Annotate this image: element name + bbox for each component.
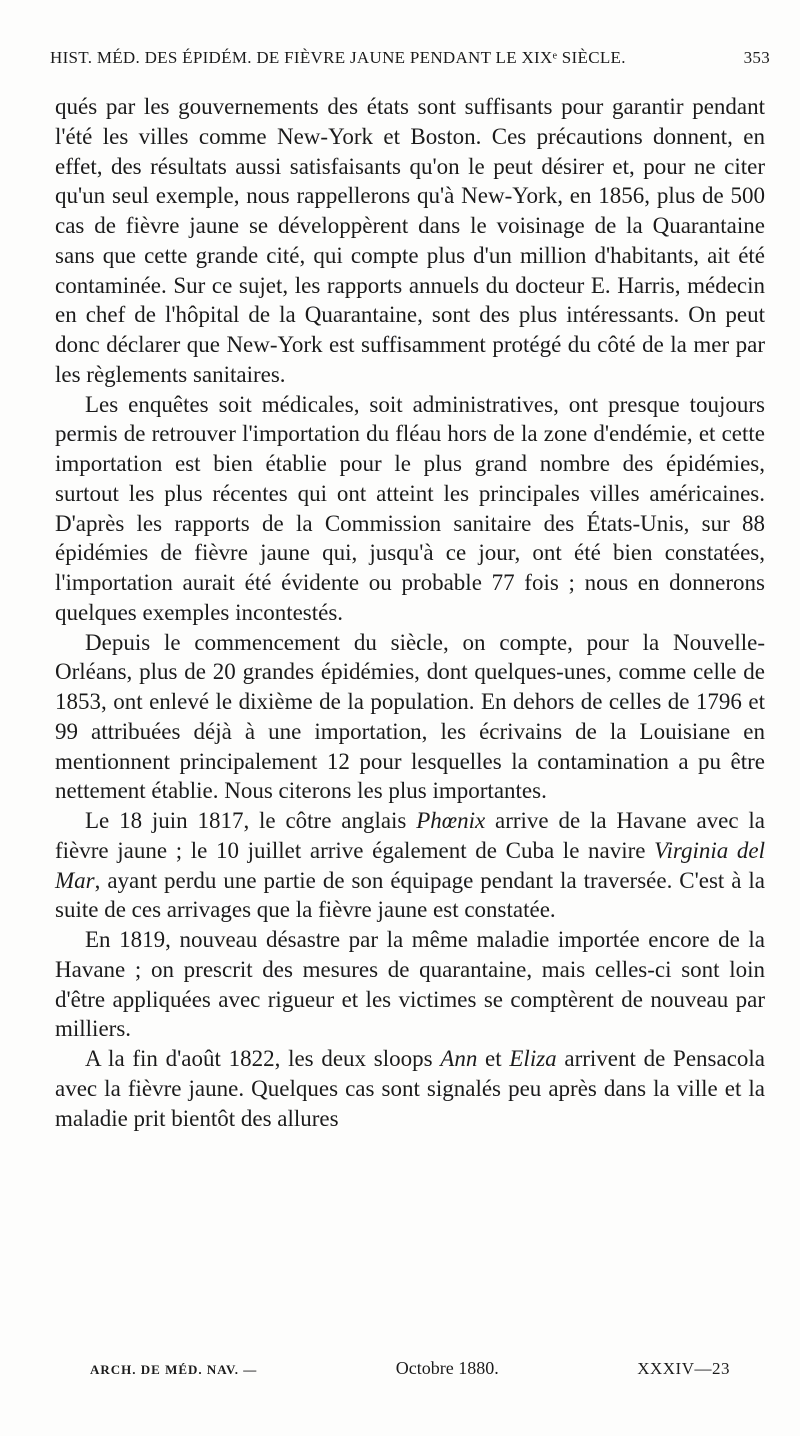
paragraph: [55, 1044, 765, 1133]
text-run: Le 18 juin 1817, le côtre anglais: [85, 808, 417, 833]
body-text: [55, 92, 765, 1133]
paragraph: [55, 390, 765, 628]
footer-separator: —: [243, 1362, 258, 1377]
journal-abbreviation: [90, 1362, 257, 1378]
signature-mark: XXXIV—23: [637, 1359, 730, 1378]
paragraph: [55, 925, 765, 1044]
text-run: et: [477, 1046, 510, 1071]
paragraph: [55, 628, 765, 807]
journal-name: ARCH. DE MÉD. NAV.: [90, 1362, 239, 1377]
ship-name: Phœnix: [416, 808, 486, 833]
text-run: qués par les gouvernements des états sont suffisants pour garantir pendant l'été les villes comme New-York et Boston. Ces précautions donnent, en effet, des résultats aussi satisfaisants qu'on le peut désirer et, pour ne citer qu'un seul exemple, nous rappellerons qu'à New-York, en 1856, plus de 500 cas de fièvre jaune se développèrent dans le voisinage de la Quarantaine sans que cette grande cité, qui compte plus d'un million d'habitants, ait été contaminée. Sur ce sujet, les rapports annuels du docteur E. Harris, médecin en chef de l'hôpital de la Quarantaine, sont des plus intéressants. On peut donc déclarer que New-York est suffisamment protégé du côté de la mer par les règlements sanitaires.: [55, 94, 765, 387]
issue-date: Octobre 1880.: [395, 1358, 499, 1378]
running-title: HIST. MÉD. DES ÉPIDÉM. DE FIÈVRE JAUNE PENDANT LE XIXᵉ SIÈCLE.: [50, 48, 626, 67]
text-run: Depuis le commencement du siècle, on compte, pour la Nouvelle-Orléans, plus de 20 grandes épidémies, dont quelques-unes, comme celle de 1853, ont enlevé le dixième de la population. En dehors de celles de 1796 et 99 attribuées déjà à une importation, les écrivains de la Louisiane en mentionnent principalement 12 pour lesquelles la contamination a pu être nettement établie. Nous citerons les plus importantes.: [55, 629, 765, 804]
running-header: [50, 48, 770, 76]
ship-name: Virginia del Mar: [55, 837, 765, 893]
text-run: A la fin d'août 1822, les deux sloops: [85, 1046, 441, 1071]
ship-name: Eliza: [509, 1046, 557, 1071]
page-number: 353: [743, 48, 770, 67]
paragraph: [55, 806, 765, 925]
text-run: Les enquêtes soit médicales, soit administratives, ont presque toujours permis de retrouver l'importation du fléau hors de la zone d'endémie, et cette importation est bien établie pour le plus grand nombre des épidémies, surtout les plus récentes qui ont atteint les principales villes américaines. D'après les rapports de la Commission sanitaire des États-Unis, sur 88 épidémies de fièvre jaune qui, jusqu'à ce jour, ont été bien constatées, l'importation aurait été évidente ou probable 77 fois ; nous en donnerons quelques exemples incontestés.: [55, 391, 765, 625]
paragraph: [55, 92, 765, 390]
text-run: arrivent de Pensacola avec la fièvre jaune. Quelques cas sont signalés peu après dans la ville et la maladie prit bientôt des allures: [55, 1046, 765, 1131]
page-footer: [90, 1358, 730, 1386]
text-run: En 1819, nouveau désastre par la même maladie importée encore de la Havane ; on prescrit des mesures de quarantaine, mais celles-ci sont loin d'être appliquées avec rigueur et les victimes se comptèrent de nouveau par milliers.: [55, 927, 765, 1042]
ship-name: Ann: [440, 1046, 478, 1071]
text-run: , ayant perdu une partie de son équipage pendant la traversée. C'est à la suite de ces arrivages que la fièvre jaune est constatée.: [55, 867, 765, 923]
text-run: arrive de la Havane avec la fièvre jaune ; le 10 juillet arrive également de Cuba le navire: [55, 808, 765, 863]
